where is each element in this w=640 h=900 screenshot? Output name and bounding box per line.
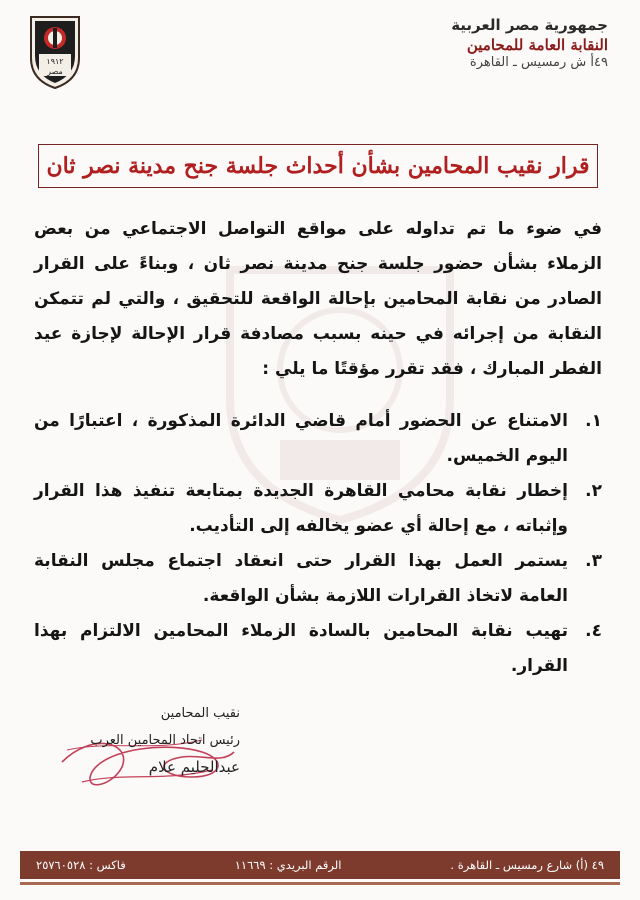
- signatory-title: نقيب المحامين: [160, 706, 240, 721]
- intro-paragraph: [34, 212, 602, 387]
- footer-postal-code: الرقم البريدي : ١١٦٦٩: [234, 858, 342, 872]
- syndicate-logo: [28, 14, 82, 90]
- country-name: جمهورية مصر العربية: [451, 16, 608, 34]
- item-text: تهيب نقابة المحامين بالسادة الزملاء المحامين الالتزام بهذا القرار.: [34, 621, 568, 676]
- list-item: [34, 614, 602, 684]
- decision-list: [34, 404, 602, 684]
- list-item: [34, 404, 602, 474]
- item-number: ٤.: [585, 621, 602, 641]
- item-text: يستمر العمل بهذا القرار حتى انعقاد اجتماع مجلس النقابة العامة لاتخاذ القرارات اللازمة بشأن الواقعة.: [34, 551, 568, 606]
- signatory-name: عبدالحليم علام: [148, 758, 240, 776]
- letterhead-address: ٤٩أ ش رمسيس ـ القاهرة: [469, 55, 608, 70]
- logo-country-text: مصر: [47, 67, 63, 76]
- footer-rule: [20, 882, 620, 885]
- item-number: ١.: [585, 411, 602, 431]
- signature-block: [90, 700, 240, 781]
- list-item: [34, 474, 602, 544]
- title-box: [38, 144, 598, 188]
- footer-bar: [20, 851, 620, 879]
- footer-fax: فاكس : ٢٥٧٦٠٥٢٨: [36, 858, 126, 872]
- item-text: إخطار نقابة محامي القاهرة الجديدة بمتابعة تنفيذ هذا القرار وإثباته ، مع إحالة أي عضو يخالفه إلى التأديب.: [34, 481, 568, 536]
- document-title: قرار نقيب المحامين بشأن أحداث جلسة جنح مدينة نصر ثان: [46, 153, 590, 179]
- letterhead: [451, 16, 608, 72]
- item-number: ٢.: [585, 481, 602, 501]
- syndicate-name: النقابة العامة للمحامين: [466, 35, 608, 54]
- footer-address: ٤٩ (أ) شارع رمسيس ـ القاهرة .: [450, 858, 604, 872]
- item-text: الامتناع عن الحضور أمام قاضي الدائرة المذكورة ، اعتبارًا من اليوم الخميس.: [34, 411, 568, 466]
- logo-year-text: ١٩١٢: [46, 57, 64, 66]
- signatory-position: رئيس اتحاد المحامين العرب: [90, 733, 240, 748]
- item-number: ٣.: [585, 551, 602, 571]
- intro-text: في ضوء ما تم تداوله على مواقع التواصل الاجتماعي من بعض الزملاء بشأن حضور جلسة جنح مدينة نصر ثان ، وبناءً على القرار الصادر من نقابة المحامين بإحالة الواقعة للتحقيق ، والتي لم تتمكن النقابة من إجرائه في حينه بسبب مصادفة قرار الإحالة لإجازة عيد الفطر المبارك ، فقد تقرر مؤقتًا ما يلي :: [34, 219, 602, 379]
- list-item: [34, 544, 602, 614]
